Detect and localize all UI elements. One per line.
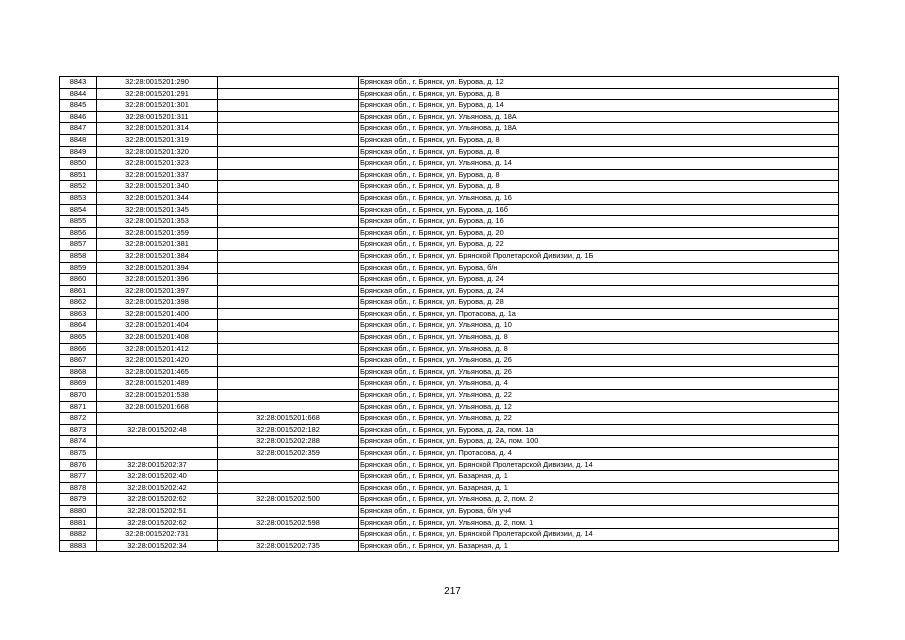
table-row (60, 505, 839, 517)
table-row (60, 100, 839, 112)
table-row (60, 274, 839, 286)
linked-cadastral-number-cell (218, 192, 359, 204)
linked-cadastral-number-cell: 32:28:0015202:182 (218, 424, 359, 436)
row-number-cell: 8846 (60, 111, 97, 123)
cadastral-number-cell: 32:28:0015201:290 (97, 77, 218, 89)
address-cell: Брянская обл., г. Брянск, ул. Бурова, д. 20 (359, 227, 839, 239)
cadastral-number-cell: 32:28:0015202:62 (97, 517, 218, 529)
row-number-cell: 8882 (60, 529, 97, 541)
address-cell: Брянская обл., г. Брянск, ул. Бурова, д. 16 (359, 216, 839, 228)
cadastral-number-cell: 32:28:0015201:398 (97, 297, 218, 309)
linked-cadastral-number-cell (218, 262, 359, 274)
table-row (60, 459, 839, 471)
table-row (60, 401, 839, 413)
table-row (60, 181, 839, 193)
cadastral-number-cell: 32:28:0015201:489 (97, 378, 218, 390)
cadastral-number-cell: 32:28:0015201:400 (97, 308, 218, 320)
row-number-cell: 8871 (60, 401, 97, 413)
address-cell: Брянская обл., г. Брянск, ул. Бурова, д. 2а, пом. 1а (359, 424, 839, 436)
cadastral-number-cell: 32:28:0015201:412 (97, 343, 218, 355)
table-row (60, 285, 839, 297)
linked-cadastral-number-cell: 32:28:0015202:359 (218, 448, 359, 460)
linked-cadastral-number-cell (218, 88, 359, 100)
cadastral-number-cell: 32:28:0015201:420 (97, 355, 218, 367)
table-row (60, 216, 839, 228)
row-number-cell: 8847 (60, 123, 97, 135)
linked-cadastral-number-cell (218, 181, 359, 193)
row-number-cell: 8873 (60, 424, 97, 436)
table-body (60, 77, 839, 552)
linked-cadastral-number-cell (218, 134, 359, 146)
address-cell: Брянская обл., г. Брянск, ул. Бурова, б/н (359, 262, 839, 274)
cadastral-number-cell: 32:28:0015201:314 (97, 123, 218, 135)
table-row (60, 239, 839, 251)
row-number-cell: 8855 (60, 216, 97, 228)
address-cell: Брянская обл., г. Брянск, ул. Бурова, д. 8 (359, 134, 839, 146)
address-cell: Брянская обл., г. Брянск, ул. Базарная, д. 1 (359, 471, 839, 483)
table-row (60, 471, 839, 483)
table-row (60, 297, 839, 309)
cadastral-number-cell: 32:28:0015201:319 (97, 134, 218, 146)
cadastral-number-cell: 32:28:0015201:394 (97, 262, 218, 274)
address-cell: Брянская обл., г. Брянск, ул. Ульянова, д. 18А (359, 123, 839, 135)
address-cell: Брянская обл., г. Брянск, ул. Ульянова, д. 2, пом. 1 (359, 517, 839, 529)
address-cell: Брянская обл., г. Брянск, ул. Бурова, д. 24 (359, 285, 839, 297)
cadastral-number-cell (97, 448, 218, 460)
cadastral-number-cell: 32:28:0015201:381 (97, 239, 218, 251)
linked-cadastral-number-cell (218, 204, 359, 216)
table-row (60, 320, 839, 332)
row-number-cell: 8883 (60, 540, 97, 552)
address-cell: Брянская обл., г. Брянск, ул. Ульянова, д. 12 (359, 401, 839, 413)
address-cell: Брянская обл., г. Брянск, ул. Протасова, д. 4 (359, 448, 839, 460)
table-row (60, 378, 839, 390)
address-cell: Брянская обл., г. Брянск, ул. Брянской Пролетарской Дивизии, д. 14 (359, 529, 839, 541)
row-number-cell: 8863 (60, 308, 97, 320)
linked-cadastral-number-cell (218, 216, 359, 228)
linked-cadastral-number-cell (218, 100, 359, 112)
cadastral-number-cell: 32:28:0015201:359 (97, 227, 218, 239)
cadastral-number-cell: 32:28:0015201:345 (97, 204, 218, 216)
row-number-cell: 8877 (60, 471, 97, 483)
cadastral-number-cell: 32:28:0015201:396 (97, 274, 218, 286)
cadastral-number-cell: 32:28:0015201:538 (97, 390, 218, 402)
table-row (60, 355, 839, 367)
address-cell: Брянская обл., г. Брянск, ул. Ульянова, д. 4 (359, 378, 839, 390)
table-row (60, 308, 839, 320)
cadastral-number-cell: 32:28:0015201:337 (97, 169, 218, 181)
address-cell: Брянская обл., г. Брянск, ул. Базарная, д. 1 (359, 482, 839, 494)
linked-cadastral-number-cell (218, 227, 359, 239)
address-cell: Брянская обл., г. Брянск, ул. Бурова, д. 8 (359, 181, 839, 193)
linked-cadastral-number-cell: 32:28:0015201:668 (218, 413, 359, 425)
row-number-cell: 8845 (60, 100, 97, 112)
linked-cadastral-number-cell (218, 158, 359, 170)
row-number-cell: 8859 (60, 262, 97, 274)
linked-cadastral-number-cell: 32:28:0015202:598 (218, 517, 359, 529)
table-row (60, 169, 839, 181)
linked-cadastral-number-cell (218, 482, 359, 494)
linked-cadastral-number-cell: 32:28:0015202:735 (218, 540, 359, 552)
table-row (60, 111, 839, 123)
address-cell: Брянская обл., г. Брянск, ул. Бурова, д. 8 (359, 169, 839, 181)
linked-cadastral-number-cell: 32:28:0015202:288 (218, 436, 359, 448)
table-row (60, 146, 839, 158)
address-cell: Брянская обл., г. Брянск, ул. Ульянова, д. 10 (359, 320, 839, 332)
address-cell: Брянская обл., г. Брянск, ул. Бурова, д. 14 (359, 100, 839, 112)
row-number-cell: 8874 (60, 436, 97, 448)
cadastral-number-cell (97, 413, 218, 425)
address-cell: Брянская обл., г. Брянск, ул. Ульянова, д. 8 (359, 332, 839, 344)
row-number-cell: 8862 (60, 297, 97, 309)
linked-cadastral-number-cell (218, 505, 359, 517)
row-number-cell: 8880 (60, 505, 97, 517)
table-row (60, 262, 839, 274)
linked-cadastral-number-cell (218, 274, 359, 286)
cadastral-number-cell: 32:28:0015201:323 (97, 158, 218, 170)
address-cell: Брянская обл., г. Брянск, ул. Ульянова, д. 14 (359, 158, 839, 170)
cadastral-number-cell: 32:28:0015201:397 (97, 285, 218, 297)
row-number-cell: 8861 (60, 285, 97, 297)
page-number: 217 (444, 586, 461, 597)
linked-cadastral-number-cell (218, 308, 359, 320)
linked-cadastral-number-cell (218, 123, 359, 135)
row-number-cell: 8881 (60, 517, 97, 529)
linked-cadastral-number-cell (218, 250, 359, 262)
cadastral-number-cell: 32:28:0015201:668 (97, 401, 218, 413)
table-row (60, 413, 839, 425)
row-number-cell: 8864 (60, 320, 97, 332)
address-cell: Брянская обл., г. Брянск, ул. Бурова, д. 8 (359, 88, 839, 100)
table-row (60, 448, 839, 460)
cadastral-number-cell: 32:28:0015202:48 (97, 424, 218, 436)
table-row (60, 540, 839, 552)
row-number-cell: 8866 (60, 343, 97, 355)
linked-cadastral-number-cell (218, 285, 359, 297)
row-number-cell: 8875 (60, 448, 97, 460)
cadastral-number-cell: 32:28:0015201:301 (97, 100, 218, 112)
table-row (60, 227, 839, 239)
table-row (60, 494, 839, 506)
cadastral-number-cell: 32:28:0015201:311 (97, 111, 218, 123)
linked-cadastral-number-cell (218, 378, 359, 390)
address-cell: Брянская обл., г. Брянск, ул. Бурова, д. 2А, пом. 100 (359, 436, 839, 448)
table-row (60, 482, 839, 494)
linked-cadastral-number-cell (218, 355, 359, 367)
address-cell: Брянская обл., г. Брянск, ул. Ульянова, д. 2, пом. 2 (359, 494, 839, 506)
table-row (60, 390, 839, 402)
row-number-cell: 8857 (60, 239, 97, 251)
row-number-cell: 8858 (60, 250, 97, 262)
table-row (60, 366, 839, 378)
row-number-cell: 8851 (60, 169, 97, 181)
cadastral-number-cell (97, 436, 218, 448)
table-row (60, 158, 839, 170)
address-cell: Брянская обл., г. Брянск, ул. Протасова, д. 1а (359, 308, 839, 320)
row-number-cell: 8853 (60, 192, 97, 204)
address-cell: Брянская обл., г. Брянск, ул. Ульянова, д. 26 (359, 366, 839, 378)
table-row (60, 134, 839, 146)
linked-cadastral-number-cell (218, 459, 359, 471)
address-cell: Брянская обл., г. Брянск, ул. Бурова, д. 24 (359, 274, 839, 286)
row-number-cell: 8843 (60, 77, 97, 89)
property-register-table (59, 76, 839, 552)
linked-cadastral-number-cell (218, 332, 359, 344)
cadastral-number-cell: 32:28:0015201:344 (97, 192, 218, 204)
address-cell: Брянская обл., г. Брянск, ул. Ульянова, д. 26 (359, 355, 839, 367)
cadastral-number-cell: 32:28:0015202:62 (97, 494, 218, 506)
row-number-cell: 8879 (60, 494, 97, 506)
row-number-cell: 8867 (60, 355, 97, 367)
cadastral-number-cell: 32:28:0015201:353 (97, 216, 218, 228)
table-row (60, 517, 839, 529)
address-cell: Брянская обл., г. Брянск, ул. Бурова, д. 22 (359, 239, 839, 251)
row-number-cell: 8852 (60, 181, 97, 193)
linked-cadastral-number-cell (218, 239, 359, 251)
linked-cadastral-number-cell (218, 343, 359, 355)
linked-cadastral-number-cell (218, 77, 359, 89)
row-number-cell: 8856 (60, 227, 97, 239)
cadastral-number-cell: 32:28:0015201:408 (97, 332, 218, 344)
cadastral-number-cell: 32:28:0015202:34 (97, 540, 218, 552)
row-number-cell: 8870 (60, 390, 97, 402)
row-number-cell: 8868 (60, 366, 97, 378)
address-cell: Брянская обл., г. Брянск, ул. Бурова, д. 12 (359, 77, 839, 89)
cadastral-number-cell: 32:28:0015201:465 (97, 366, 218, 378)
address-cell: Брянская обл., г. Брянск, ул. Брянской Пролетарской Дивизии, д. 14 (359, 459, 839, 471)
table-row (60, 204, 839, 216)
address-cell: Брянская обл., г. Брянск, ул. Ульянова, д. 22 (359, 413, 839, 425)
address-cell: Брянская обл., г. Брянск, ул. Бурова, д. 28 (359, 297, 839, 309)
cadastral-number-cell: 32:28:0015202:731 (97, 529, 218, 541)
cadastral-number-cell: 32:28:0015201:384 (97, 250, 218, 262)
table-row (60, 192, 839, 204)
row-number-cell: 8854 (60, 204, 97, 216)
row-number-cell: 8876 (60, 459, 97, 471)
table-row (60, 123, 839, 135)
address-cell: Брянская обл., г. Брянск, ул. Брянской Пролетарской Дивизии, д. 1Б (359, 250, 839, 262)
linked-cadastral-number-cell (218, 366, 359, 378)
cadastral-number-cell: 32:28:0015201:291 (97, 88, 218, 100)
linked-cadastral-number-cell (218, 146, 359, 158)
row-number-cell: 8849 (60, 146, 97, 158)
cadastral-number-cell: 32:28:0015202:37 (97, 459, 218, 471)
linked-cadastral-number-cell (218, 390, 359, 402)
linked-cadastral-number-cell (218, 297, 359, 309)
address-cell: Брянская обл., г. Брянск, ул. Бурова, б/н уч4 (359, 505, 839, 517)
linked-cadastral-number-cell (218, 471, 359, 483)
row-number-cell: 8869 (60, 378, 97, 390)
cadastral-number-cell: 32:28:0015202:42 (97, 482, 218, 494)
address-cell: Брянская обл., г. Брянск, ул. Бурова, д. 16б (359, 204, 839, 216)
address-cell: Брянская обл., г. Брянск, ул. Ульянова, д. 16 (359, 192, 839, 204)
table-row (60, 529, 839, 541)
table-row (60, 88, 839, 100)
linked-cadastral-number-cell: 32:28:0015202:500 (218, 494, 359, 506)
row-number-cell: 8860 (60, 274, 97, 286)
row-number-cell: 8850 (60, 158, 97, 170)
row-number-cell: 8872 (60, 413, 97, 425)
row-number-cell: 8848 (60, 134, 97, 146)
table-row (60, 436, 839, 448)
address-cell: Брянская обл., г. Брянск, ул. Ульянова, д. 22 (359, 390, 839, 402)
table-row (60, 250, 839, 262)
linked-cadastral-number-cell (218, 320, 359, 332)
linked-cadastral-number-cell (218, 529, 359, 541)
linked-cadastral-number-cell (218, 111, 359, 123)
table-row (60, 332, 839, 344)
address-cell: Брянская обл., г. Брянск, ул. Бурова, д. 8 (359, 146, 839, 158)
cadastral-number-cell: 32:28:0015201:320 (97, 146, 218, 158)
table-row (60, 77, 839, 89)
cadastral-number-cell: 32:28:0015201:340 (97, 181, 218, 193)
cadastral-number-cell: 32:28:0015202:51 (97, 505, 218, 517)
row-number-cell: 8878 (60, 482, 97, 494)
address-cell: Брянская обл., г. Брянск, ул. Ульянова, д. 8 (359, 343, 839, 355)
address-cell: Брянская обл., г. Брянск, ул. Ульянова, д. 18А (359, 111, 839, 123)
cadastral-number-cell: 32:28:0015202:40 (97, 471, 218, 483)
linked-cadastral-number-cell (218, 401, 359, 413)
table-row (60, 343, 839, 355)
row-number-cell: 8844 (60, 88, 97, 100)
table-row (60, 424, 839, 436)
row-number-cell: 8865 (60, 332, 97, 344)
cadastral-number-cell: 32:28:0015201:404 (97, 320, 218, 332)
address-cell: Брянская обл., г. Брянск, ул. Базарная, д. 1 (359, 540, 839, 552)
linked-cadastral-number-cell (218, 169, 359, 181)
